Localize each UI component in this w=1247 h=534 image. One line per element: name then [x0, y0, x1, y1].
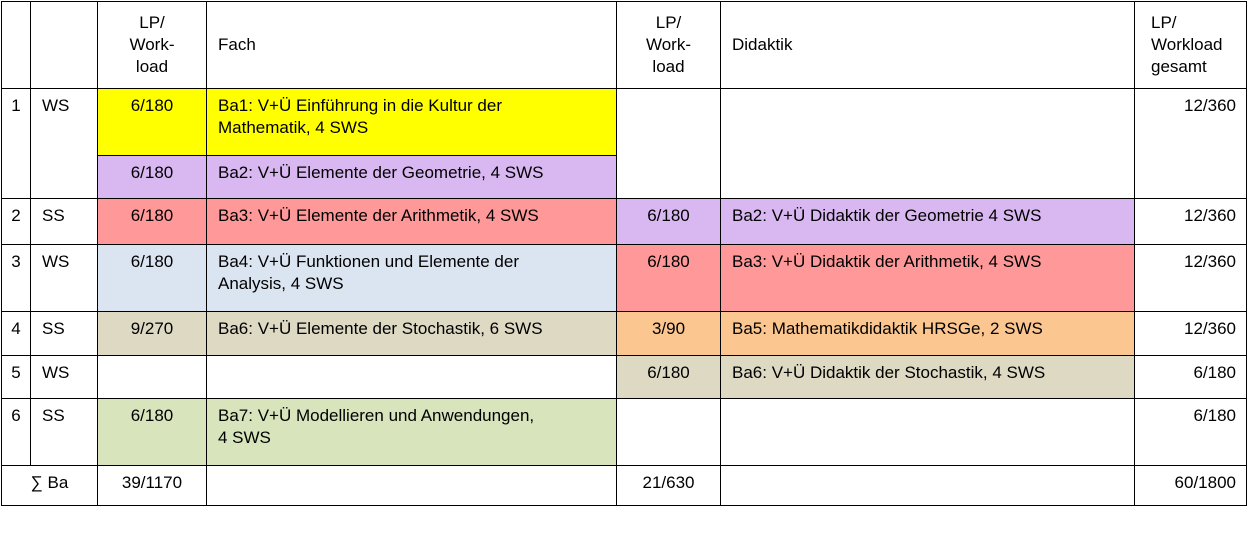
header-lp-did-line2: Work-: [645, 35, 691, 54]
semester: SS: [31, 199, 98, 245]
total-lp: 12/360: [1135, 89, 1247, 199]
sum-fach-lp: 39/1170: [98, 466, 207, 506]
table-row: [2, 199, 1247, 245]
sum-didaktik-empty: [721, 466, 1135, 506]
header-lp-total-line1: LP/: [1151, 13, 1177, 32]
header-lp-total-line3: gesamt: [1151, 57, 1207, 76]
semester: SS: [31, 312, 98, 356]
row-number: 5: [2, 356, 31, 399]
fach-lp: 6/180: [98, 199, 207, 245]
header-lp-fach-line1: LP/: [139, 13, 165, 32]
didaktik-lp: [617, 399, 721, 466]
fach-course: [207, 399, 617, 466]
row-number: 4: [2, 312, 31, 356]
didaktik-course: Ba6: V+Ü Didaktik der Stochastik, 4 SWS: [721, 356, 1135, 399]
header-lp-total: [1135, 2, 1247, 89]
fach-course-line1: Ba4: V+Ü Funktionen und Elemente der: [218, 252, 519, 271]
didaktik-lp: 6/180: [617, 199, 721, 245]
table-row: [2, 399, 1247, 466]
fach-course: Ba2: V+Ü Elemente der Geometrie, 4 SWS: [207, 156, 617, 199]
didaktik-course: Ba3: V+Ü Didaktik der Arithmetik, 4 SWS: [721, 245, 1135, 312]
header-semester: [31, 2, 98, 89]
fach-course: [207, 245, 617, 312]
didaktik-lp: 6/180: [617, 245, 721, 312]
semester: WS: [31, 245, 98, 312]
header-fach: [207, 2, 617, 89]
total-lp: 6/180: [1135, 399, 1247, 466]
row-number: 6: [2, 399, 31, 466]
total-lp: 12/360: [1135, 199, 1247, 245]
table-row: [2, 356, 1247, 399]
fach-course: [207, 356, 617, 399]
fach-lp: 6/180: [98, 245, 207, 312]
header-didaktik-label: Didaktik: [732, 35, 793, 54]
fach-course-line2: 4 SWS: [218, 428, 271, 447]
fach-course: [207, 89, 617, 156]
didaktik-course: Ba2: V+Ü Didaktik der Geometrie 4 SWS: [721, 199, 1135, 245]
sum-label: ∑ Ba: [2, 466, 98, 506]
fach-lp: 6/180: [98, 156, 207, 199]
table-row: [2, 245, 1247, 312]
row-number: 1: [2, 89, 31, 199]
sum-row: [2, 466, 1247, 506]
fach-course: Ba3: V+Ü Elemente der Arithmetik, 4 SWS: [207, 199, 617, 245]
fach-course-line2: Analysis, 4 SWS: [218, 274, 344, 293]
header-row: [2, 2, 1247, 89]
semester: WS: [31, 356, 98, 399]
header-lp-did-line1: LP/: [655, 13, 682, 32]
didaktik-lp: 3/90: [617, 312, 721, 356]
header-didaktik: [721, 2, 1135, 89]
table-row: [2, 89, 1247, 156]
didaktik-course: Ba5: Mathematikdidaktik HRSGe, 2 SWS: [721, 312, 1135, 356]
fach-course: Ba6: V+Ü Elemente der Stochastik, 6 SWS: [207, 312, 617, 356]
didaktik-lp: 6/180: [617, 356, 721, 399]
row-number: 3: [2, 245, 31, 312]
header-lp-total-line2: Workload: [1151, 35, 1223, 54]
fach-course-line1: Ba7: V+Ü Modellieren und Anwendungen,: [218, 406, 535, 425]
header-lp-fach-line3: load: [135, 57, 169, 76]
study-plan-table: [1, 1, 1247, 506]
header-lp-fach-line2: Work-: [129, 35, 175, 54]
table-row: [2, 312, 1247, 356]
header-lp-didaktik: [617, 2, 721, 89]
sum-fach-empty: [207, 466, 617, 506]
didaktik-course: [721, 89, 1135, 199]
didaktik-course: [721, 399, 1135, 466]
sum-didaktik-lp: 21/630: [617, 466, 721, 506]
fach-lp: 6/180: [98, 399, 207, 466]
semester: SS: [31, 399, 98, 466]
sum-total-lp: 60/1800: [1135, 466, 1247, 506]
fach-lp: 9/270: [98, 312, 207, 356]
header-lp-did-line3: load: [652, 57, 685, 76]
header-nr: [2, 2, 31, 89]
fach-course-line1: Ba1: V+Ü Einführung in die Kultur der: [218, 96, 502, 115]
row-number: 2: [2, 199, 31, 245]
total-lp: 12/360: [1135, 312, 1247, 356]
fach-lp: [98, 356, 207, 399]
total-lp: 6/180: [1135, 356, 1247, 399]
fach-lp: 6/180: [98, 89, 207, 156]
total-lp: 12/360: [1135, 245, 1247, 312]
didaktik-lp: [617, 89, 721, 199]
header-lp-fach: [98, 2, 207, 89]
header-fach-label: Fach: [218, 35, 256, 54]
semester: WS: [31, 89, 98, 199]
fach-course-line2: Mathematik, 4 SWS: [218, 118, 369, 137]
